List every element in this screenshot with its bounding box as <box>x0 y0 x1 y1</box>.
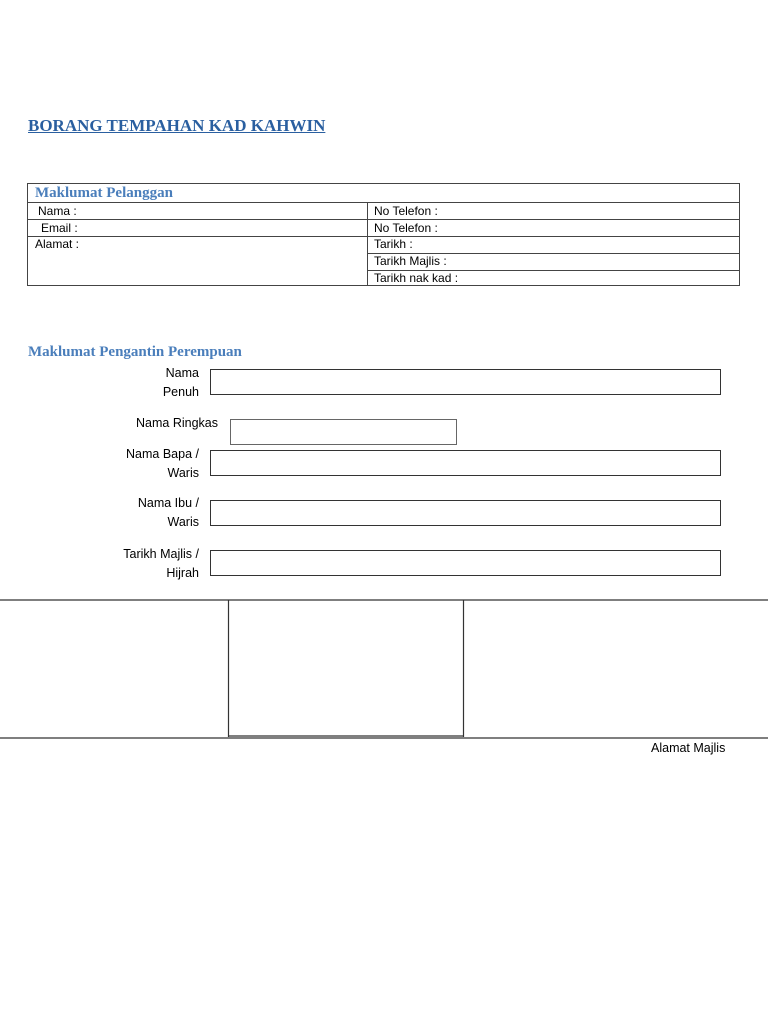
table-divider <box>28 202 739 203</box>
customer-phone-field-1[interactable]: No Telefon : <box>374 204 438 218</box>
short-name-input[interactable] <box>230 419 457 445</box>
card-needed-date-field[interactable]: Tarikh nak kad : <box>374 271 459 285</box>
table-divider <box>28 219 739 220</box>
full-name-label <box>89 364 199 402</box>
document-title: BORANG TEMPAHAN KAD KAHWIN <box>28 116 326 135</box>
mother-name-input[interactable] <box>210 500 721 526</box>
event-date-label-line1: Tarikh Majlis / <box>123 547 199 561</box>
bride-info-heading: Maklumat Pengantin Perempuan <box>28 344 242 360</box>
short-name-label-line1: Nama Ringkas <box>136 416 218 430</box>
full-name-label-line2: Penuh <box>162 385 199 399</box>
short-name-label <box>108 414 218 433</box>
mother-name-label-line2: Waris <box>167 515 199 529</box>
father-name-label-line2: Waris <box>167 466 199 480</box>
order-date-field[interactable]: Tarikh : <box>374 237 413 251</box>
father-name-input[interactable] <box>210 450 721 476</box>
event-date-label <box>89 545 199 583</box>
event-date-label-line2: Hijrah <box>166 566 199 580</box>
table-column-divider <box>367 202 368 285</box>
customer-email-field[interactable]: Email : <box>41 221 78 235</box>
full-name-input[interactable] <box>210 369 721 395</box>
mother-name-label <box>89 494 199 532</box>
customer-name-field[interactable]: Nama : <box>38 204 77 218</box>
customer-info-heading: Maklumat Pelanggan <box>35 185 173 201</box>
event-date-input[interactable] <box>210 550 721 576</box>
venue-address-label: Alamat Majlis <box>651 741 726 755</box>
full-name-label-line1: Nama <box>165 366 199 380</box>
event-date-field[interactable]: Tarikh Majlis : <box>374 254 447 268</box>
father-name-label <box>89 445 199 483</box>
mother-name-label-line1: Nama Ibu / <box>137 496 199 510</box>
father-name-label-line1: Nama Bapa / <box>126 447 199 461</box>
customer-address-field[interactable]: Alamat : <box>35 237 80 251</box>
customer-phone-field-2[interactable]: No Telefon : <box>374 221 438 235</box>
bottom-panel-frame <box>0 599 768 739</box>
customer-info-table <box>27 183 740 286</box>
